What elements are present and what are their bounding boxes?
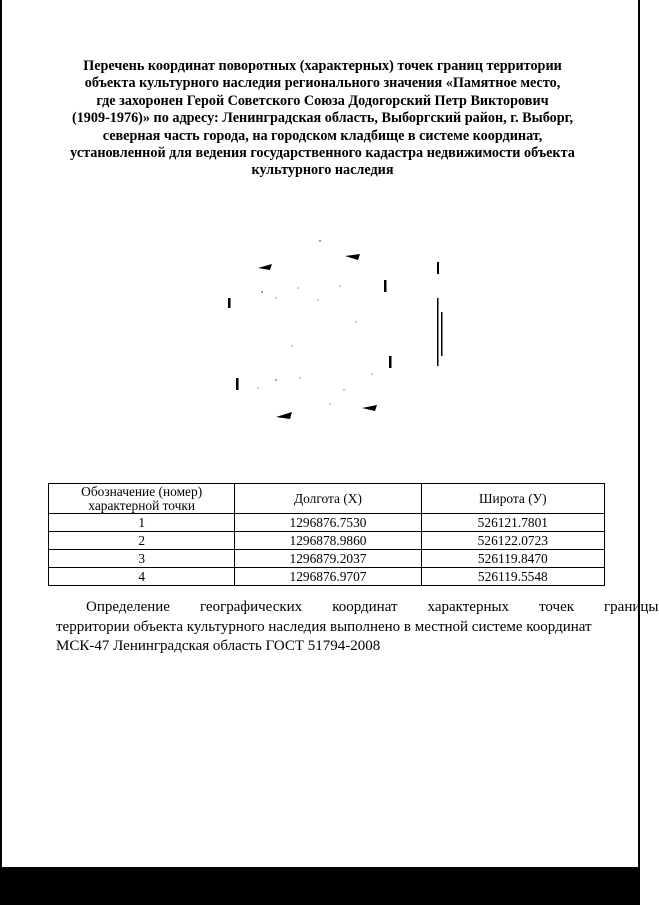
scan-bottom-border	[0, 867, 640, 905]
map-speck	[291, 345, 293, 347]
note-word: границы	[604, 599, 659, 615]
latitude-cell: 526119.8470	[421, 550, 604, 568]
note-word: географических	[199, 599, 303, 615]
latitude-cell: 526121.7801	[421, 514, 604, 532]
point-number-cell: 2	[49, 532, 235, 550]
map-scale-strip	[441, 312, 443, 356]
note-word: координат	[332, 599, 398, 615]
column-header-longitude: Долгота (X)	[235, 484, 421, 514]
title-line: где захоронен Герой Советского Союза Додогорский Петр Викторович	[96, 92, 549, 109]
table-row	[49, 550, 605, 568]
title-line: культурного наследия	[251, 162, 394, 179]
map-boundary-mark	[228, 298, 231, 308]
map-arrow-mark	[362, 405, 377, 411]
coordinates-table	[48, 483, 605, 586]
title-line: (1909-1976)» по адресу: Ленинградская область, Выборгский район, г. Выборг,	[71, 110, 574, 127]
note-line-3: МСК-47 Ленинградская область ГОСТ 51794-2008	[56, 638, 381, 654]
title-line: северная часть города, на городском кладбище в системе координат,	[102, 127, 543, 144]
map-speck	[257, 387, 259, 389]
map-speck	[275, 379, 277, 381]
map-scale-strip	[437, 298, 439, 366]
note-word: точек	[539, 599, 575, 615]
map-boundary-mark	[389, 356, 392, 368]
map-arrow-mark	[258, 264, 272, 270]
point-number-cell: 4	[49, 568, 235, 586]
map-speck	[339, 285, 341, 287]
map-speck	[297, 287, 299, 289]
table-row	[49, 568, 605, 586]
map-boundary-mark	[437, 262, 439, 274]
title-line: Перечень координат поворотных (характерных) точек границ территории	[83, 58, 562, 74]
longitude-cell: 1296878.9860	[235, 532, 421, 550]
map-arrow-mark	[345, 254, 360, 260]
table-row	[49, 532, 605, 550]
map-speck	[275, 297, 277, 299]
note-line-1	[56, 598, 659, 618]
longitude-cell: 1296879.2037	[235, 550, 421, 568]
map-speck	[355, 321, 357, 323]
map-speck	[261, 291, 263, 293]
title-line: объекта культурного наследия регионального значения «Памятное место,	[84, 75, 561, 92]
coordinate-system-note	[56, 598, 659, 657]
map-speck	[329, 403, 331, 405]
map-speck	[343, 389, 345, 391]
note-word: характерных	[427, 599, 510, 615]
map-boundary-mark	[236, 378, 239, 390]
latitude-cell: 526119.5548	[421, 568, 604, 586]
map-speck	[371, 373, 373, 375]
column-header-latitude: Широта (У)	[421, 484, 604, 514]
map-boundary-mark	[384, 280, 387, 292]
table-header-row	[49, 484, 605, 514]
point-number-cell: 3	[49, 550, 235, 568]
column-header-point: Обозначение (номер) характерной точки	[49, 484, 235, 514]
map-arrow-mark	[276, 412, 292, 419]
longitude-cell: 1296876.9707	[235, 568, 421, 586]
map-speck	[317, 299, 319, 301]
map-speck	[319, 240, 321, 242]
latitude-cell: 526122.0723	[421, 532, 604, 550]
note-line-2: территории объекта культурного наследия выполнено в местной системе координат	[56, 618, 592, 635]
longitude-cell: 1296876.7530	[235, 514, 421, 532]
map-speck	[299, 377, 301, 379]
note-word: Определение	[86, 599, 170, 615]
table-row	[49, 514, 605, 532]
title-line: установленной для ведения государственного кадастра недвижимости объекта	[70, 145, 575, 162]
point-number-cell: 1	[49, 514, 235, 532]
